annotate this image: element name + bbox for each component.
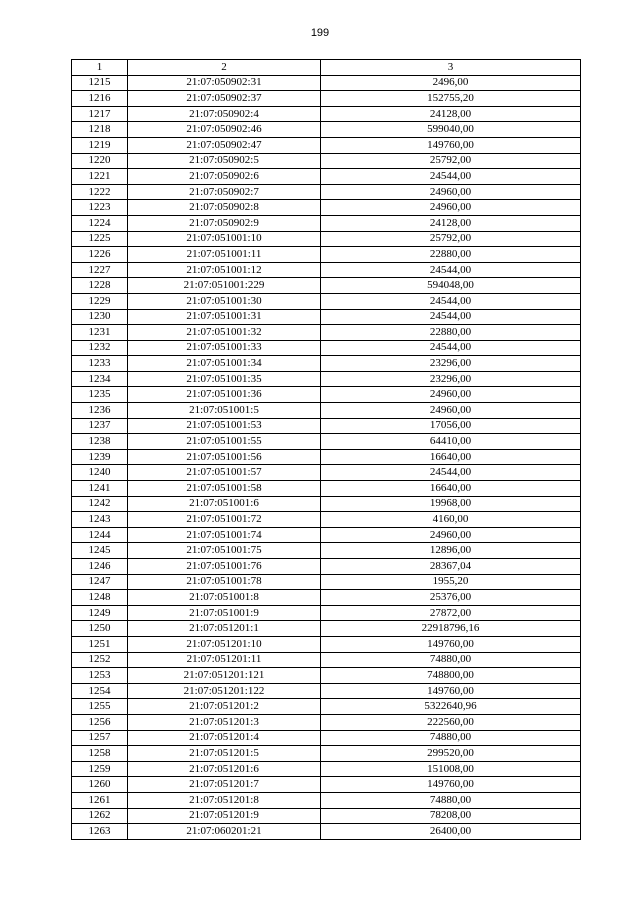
cadastral-value-cell: 748800,00: [321, 668, 581, 684]
cadastral-value-cell: 24960,00: [321, 184, 581, 200]
row-number-cell: 1261: [72, 792, 128, 808]
row-number-cell: 1260: [72, 777, 128, 793]
row-number-cell: 1224: [72, 215, 128, 231]
table-row: [72, 668, 581, 684]
header-row: [72, 60, 581, 76]
table-row: [72, 137, 581, 153]
table-row: [72, 683, 581, 699]
cadastral-number-cell: 21:07:051201:7: [128, 777, 321, 793]
table-row: [72, 559, 581, 575]
table-row: [72, 761, 581, 777]
row-number-cell: 1239: [72, 449, 128, 465]
table-row: [72, 574, 581, 590]
cadastral-value-cell: 22880,00: [321, 247, 581, 263]
row-number-cell: 1215: [72, 75, 128, 91]
cadastral-number-cell: 21:07:051201:6: [128, 761, 321, 777]
cadastral-value-cell: 27872,00: [321, 605, 581, 621]
cadastral-number-cell: 21:07:051001:78: [128, 574, 321, 590]
row-number-cell: 1240: [72, 465, 128, 481]
cadastral-number-cell: 21:07:051201:10: [128, 636, 321, 652]
cadastral-number-cell: 21:07:051001:72: [128, 512, 321, 528]
row-number-cell: 1251: [72, 636, 128, 652]
row-number-cell: 1249: [72, 605, 128, 621]
row-number-cell: 1229: [72, 293, 128, 309]
cadastral-value-cell: 24960,00: [321, 200, 581, 216]
cadastral-number-cell: 21:07:051001:10: [128, 231, 321, 247]
cadastral-number-cell: 21:07:051201:3: [128, 714, 321, 730]
row-number-cell: 1227: [72, 262, 128, 278]
cadastral-number-cell: 21:07:051001:12: [128, 262, 321, 278]
table-row: [72, 465, 581, 481]
cadastral-number-cell: 21:07:051001:58: [128, 481, 321, 497]
cadastral-value-cell: 24544,00: [321, 262, 581, 278]
cadastral-value-cell: 26400,00: [321, 824, 581, 840]
row-number-cell: 1233: [72, 356, 128, 372]
cadastral-value-cell: 2496,00: [321, 75, 581, 91]
cadastral-value-cell: 16640,00: [321, 481, 581, 497]
cadastral-value-cell: 19968,00: [321, 496, 581, 512]
cadastral-value-cell: 5322640,96: [321, 699, 581, 715]
cadastral-value-cell: 22918796,16: [321, 621, 581, 637]
row-number-cell: 1244: [72, 527, 128, 543]
row-number-cell: 1218: [72, 122, 128, 138]
table-row: [72, 590, 581, 606]
cadastral-value-cell: 23296,00: [321, 356, 581, 372]
cadastral-number-cell: 21:07:051001:33: [128, 340, 321, 356]
table-row: [72, 481, 581, 497]
cadastral-number-cell: 21:07:051001:76: [128, 559, 321, 575]
cadastral-number-cell: 21:07:050902:7: [128, 184, 321, 200]
table-row: [72, 75, 581, 91]
cadastral-value-cell: 74880,00: [321, 652, 581, 668]
cadastral-number-cell: 21:07:051001:75: [128, 543, 321, 559]
cadastral-number-cell: 21:07:051001:30: [128, 293, 321, 309]
row-number-cell: 1241: [72, 481, 128, 497]
row-number-cell: 1236: [72, 403, 128, 419]
cadastral-number-cell: 21:07:051201:2: [128, 699, 321, 715]
table-row: [72, 730, 581, 746]
cadastral-value-cell: 222560,00: [321, 714, 581, 730]
row-number-cell: 1257: [72, 730, 128, 746]
row-number-cell: 1248: [72, 590, 128, 606]
row-number-cell: 1245: [72, 543, 128, 559]
cadastral-number-cell: 21:07:051001:57: [128, 465, 321, 481]
table-row: [72, 169, 581, 185]
row-number-cell: 1255: [72, 699, 128, 715]
row-number-cell: 1220: [72, 153, 128, 169]
row-number-cell: 1258: [72, 746, 128, 762]
cadastral-number-cell: 21:07:051001:74: [128, 527, 321, 543]
cadastral-number-cell: 21:07:051001:34: [128, 356, 321, 372]
row-number-cell: 1221: [72, 169, 128, 185]
row-number-cell: 1254: [72, 683, 128, 699]
table-row: [72, 543, 581, 559]
row-number-cell: 1231: [72, 325, 128, 341]
cadastral-number-cell: 21:07:050902:37: [128, 91, 321, 107]
cadastral-number-cell: 21:07:050902:4: [128, 106, 321, 122]
row-number-cell: 1235: [72, 387, 128, 403]
cadastral-number-cell: 21:07:051001:53: [128, 418, 321, 434]
table-row: [72, 824, 581, 840]
table-row: [72, 652, 581, 668]
table-row: [72, 449, 581, 465]
table-row: [72, 356, 581, 372]
row-number-cell: 1246: [72, 559, 128, 575]
cadastral-value-cell: 24544,00: [321, 465, 581, 481]
cadastral-value-cell: 1955,20: [321, 574, 581, 590]
cadastral-value-cell: 24960,00: [321, 387, 581, 403]
cadastral-value-cell: 17056,00: [321, 418, 581, 434]
cadastral-value-cell: 25376,00: [321, 590, 581, 606]
cadastral-number-cell: 21:07:051001:9: [128, 605, 321, 621]
cadastral-number-cell: 21:07:050902:46: [128, 122, 321, 138]
cadastral-number-cell: 21:07:051001:6: [128, 496, 321, 512]
table-row: [72, 184, 581, 200]
cadastral-value-table: [71, 59, 581, 840]
cadastral-value-cell: 149760,00: [321, 777, 581, 793]
cadastral-value-cell: 152755,20: [321, 91, 581, 107]
cadastral-value-cell: 22880,00: [321, 325, 581, 341]
row-number-cell: 1217: [72, 106, 128, 122]
row-number-cell: 1250: [72, 621, 128, 637]
cadastral-number-cell: 21:07:051001:229: [128, 278, 321, 294]
cadastral-number-cell: 21:07:051201:8: [128, 792, 321, 808]
cadastral-value-cell: 25792,00: [321, 153, 581, 169]
table-row: [72, 434, 581, 450]
table-row: [72, 418, 581, 434]
cadastral-value-cell: 151008,00: [321, 761, 581, 777]
row-number-cell: 1256: [72, 714, 128, 730]
cadastral-number-cell: 21:07:051001:5: [128, 403, 321, 419]
cadastral-value-cell: 149760,00: [321, 636, 581, 652]
row-number-cell: 1219: [72, 137, 128, 153]
cadastral-value-cell: 16640,00: [321, 449, 581, 465]
cadastral-number-cell: 21:07:051201:1: [128, 621, 321, 637]
row-number-cell: 1230: [72, 309, 128, 325]
table-header: [72, 60, 581, 76]
row-number-cell: 1237: [72, 418, 128, 434]
table-row: [72, 293, 581, 309]
cadastral-number-cell: 21:07:050902:9: [128, 215, 321, 231]
table-row: [72, 309, 581, 325]
cadastral-value-cell: 149760,00: [321, 137, 581, 153]
cadastral-value-cell: 28367,04: [321, 559, 581, 575]
table-row: [72, 231, 581, 247]
header-cell-3: 3: [321, 60, 581, 76]
cadastral-number-cell: 21:07:051001:11: [128, 247, 321, 263]
table-row: [72, 792, 581, 808]
cadastral-value-cell: 299520,00: [321, 746, 581, 762]
row-number-cell: 1223: [72, 200, 128, 216]
row-number-cell: 1226: [72, 247, 128, 263]
cadastral-value-cell: 4160,00: [321, 512, 581, 528]
table-row: [72, 512, 581, 528]
row-number-cell: 1228: [72, 278, 128, 294]
cadastral-number-cell: 21:07:051001:31: [128, 309, 321, 325]
table-row: [72, 215, 581, 231]
cadastral-number-cell: 21:07:051001:56: [128, 449, 321, 465]
row-number-cell: 1222: [72, 184, 128, 200]
cadastral-value-cell: 24544,00: [321, 340, 581, 356]
table-row: [72, 153, 581, 169]
table-row: [72, 247, 581, 263]
cadastral-value-cell: 594048,00: [321, 278, 581, 294]
table-row: [72, 387, 581, 403]
table-row: [72, 200, 581, 216]
row-number-cell: 1253: [72, 668, 128, 684]
row-number-cell: 1252: [72, 652, 128, 668]
header-cell-1: 1: [72, 60, 128, 76]
table-row: [72, 278, 581, 294]
cadastral-number-cell: 21:07:051201:11: [128, 652, 321, 668]
cadastral-value-cell: 24128,00: [321, 106, 581, 122]
cadastral-number-cell: 21:07:051201:122: [128, 683, 321, 699]
cadastral-value-cell: 64410,00: [321, 434, 581, 450]
cadastral-value-cell: 24128,00: [321, 215, 581, 231]
cadastral-value-cell: 149760,00: [321, 683, 581, 699]
table-row: [72, 605, 581, 621]
cadastral-value-cell: 78208,00: [321, 808, 581, 824]
row-number-cell: 1238: [72, 434, 128, 450]
table-row: [72, 699, 581, 715]
cadastral-number-cell: 21:07:050902:47: [128, 137, 321, 153]
table-row: [72, 777, 581, 793]
cadastral-value-cell: 12896,00: [321, 543, 581, 559]
table-row: [72, 621, 581, 637]
cadastral-value-cell: 24544,00: [321, 169, 581, 185]
table-body: [72, 75, 581, 839]
row-number-cell: 1232: [72, 340, 128, 356]
table-row: [72, 403, 581, 419]
table-row: [72, 496, 581, 512]
cadastral-number-cell: 21:07:051201:121: [128, 668, 321, 684]
cadastral-number-cell: 21:07:051001:35: [128, 371, 321, 387]
cadastral-number-cell: 21:07:050902:31: [128, 75, 321, 91]
row-number-cell: 1262: [72, 808, 128, 824]
cadastral-number-cell: 21:07:051201:4: [128, 730, 321, 746]
cadastral-value-cell: 24960,00: [321, 527, 581, 543]
row-number-cell: 1242: [72, 496, 128, 512]
row-number-cell: 1247: [72, 574, 128, 590]
table-row: [72, 340, 581, 356]
header-cell-2: 2: [128, 60, 321, 76]
cadastral-value-cell: 24960,00: [321, 403, 581, 419]
cadastral-value-cell: 24544,00: [321, 293, 581, 309]
table-row: [72, 714, 581, 730]
table-row: [72, 371, 581, 387]
cadastral-value-cell: 599040,00: [321, 122, 581, 138]
cadastral-number-cell: 21:07:051001:32: [128, 325, 321, 341]
row-number-cell: 1234: [72, 371, 128, 387]
cadastral-number-cell: 21:07:051001:55: [128, 434, 321, 450]
table-row: [72, 746, 581, 762]
table-row: [72, 91, 581, 107]
row-number-cell: 1243: [72, 512, 128, 528]
row-number-cell: 1259: [72, 761, 128, 777]
page-number: 199: [310, 27, 330, 39]
cadastral-number-cell: 21:07:050902:6: [128, 169, 321, 185]
table-row: [72, 122, 581, 138]
cadastral-value-cell: 24544,00: [321, 309, 581, 325]
cadastral-number-cell: 21:07:051001:8: [128, 590, 321, 606]
cadastral-value-cell: 74880,00: [321, 730, 581, 746]
table-row: [72, 808, 581, 824]
cadastral-number-cell: 21:07:060201:21: [128, 824, 321, 840]
cadastral-number-cell: 21:07:051001:36: [128, 387, 321, 403]
cadastral-value-cell: 74880,00: [321, 792, 581, 808]
table-row: [72, 325, 581, 341]
table-row: [72, 527, 581, 543]
table-row: [72, 636, 581, 652]
row-number-cell: 1216: [72, 91, 128, 107]
cadastral-value-cell: 25792,00: [321, 231, 581, 247]
cadastral-number-cell: 21:07:051201:9: [128, 808, 321, 824]
cadastral-number-cell: 21:07:051201:5: [128, 746, 321, 762]
table-row: [72, 262, 581, 278]
row-number-cell: 1225: [72, 231, 128, 247]
cadastral-value-cell: 23296,00: [321, 371, 581, 387]
cadastral-number-cell: 21:07:050902:5: [128, 153, 321, 169]
cadastral-number-cell: 21:07:050902:8: [128, 200, 321, 216]
table-row: [72, 106, 581, 122]
row-number-cell: 1263: [72, 824, 128, 840]
